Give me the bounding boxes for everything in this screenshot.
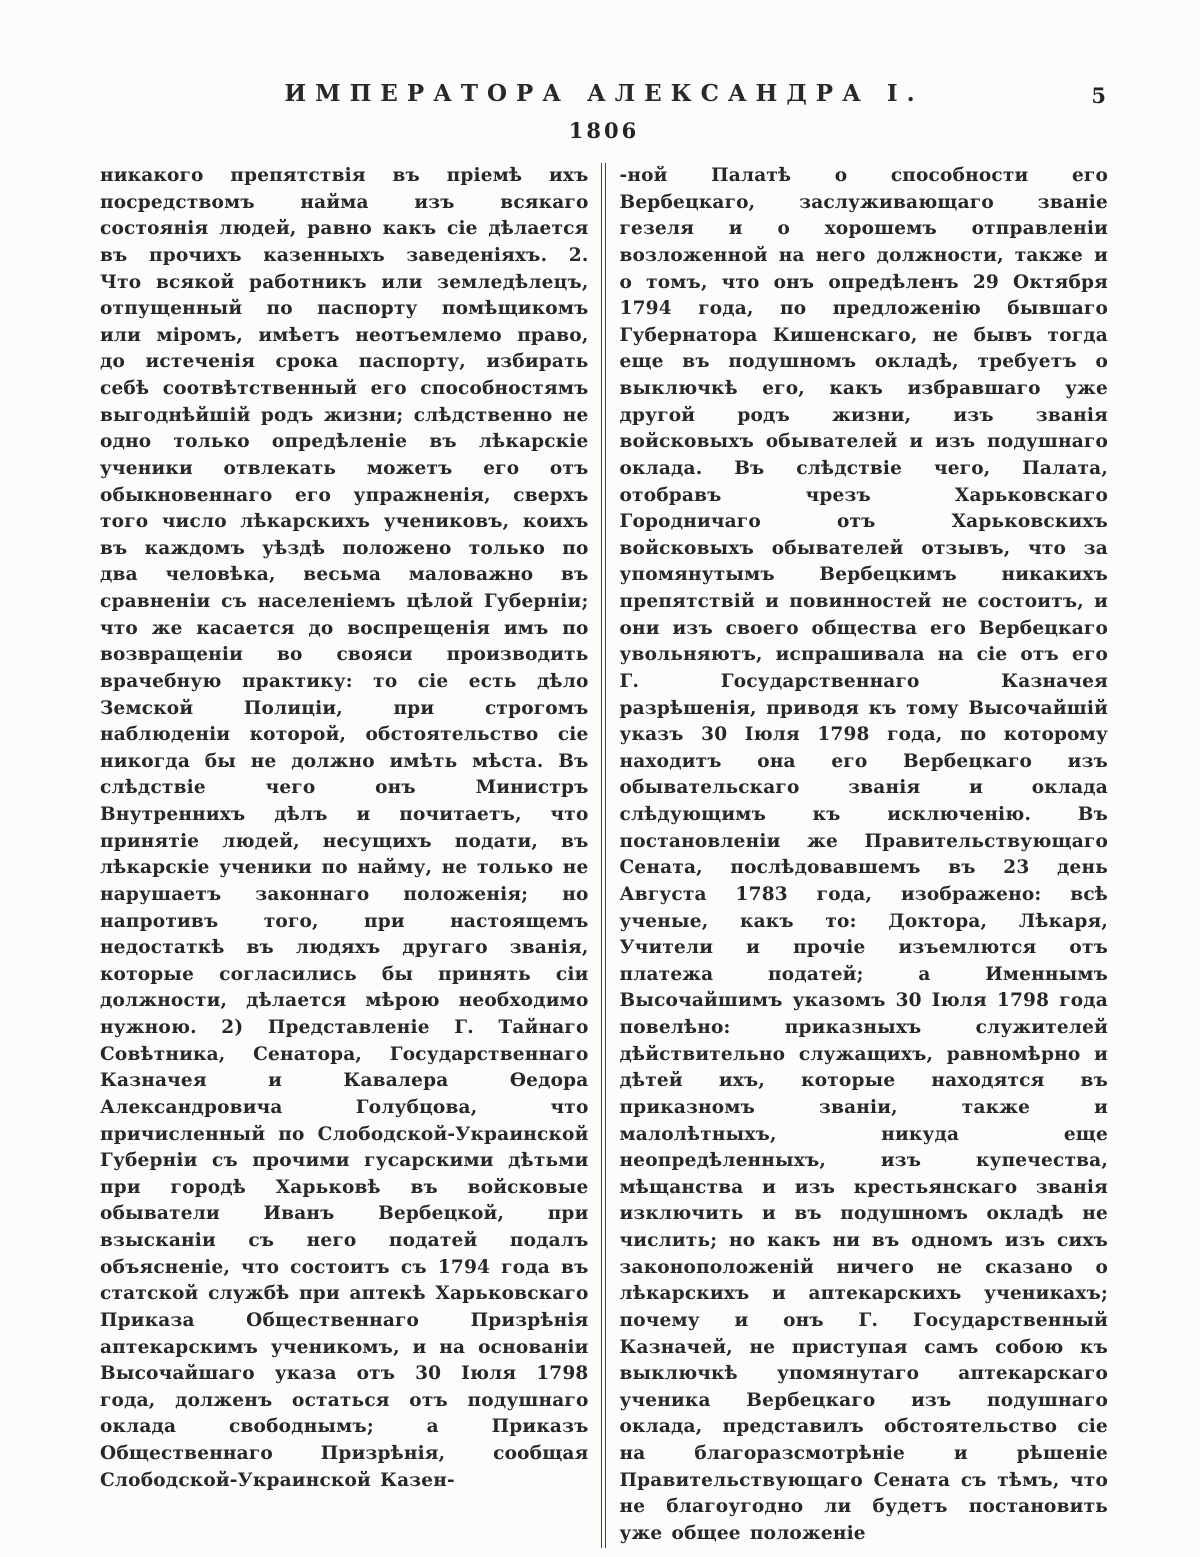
year-heading: 1806 (568, 118, 640, 143)
page-title: ИМПЕРАТОРА АЛЕКСАНДРА I. (284, 80, 924, 107)
left-column-text: никакого препятствія въ пріемѣ ихъ посредствомъ найма изъ всякаго состоянія людей, равно какъ сіе дѣлается въ прочихъ казенныхъ заведеніяхъ. 2. Что всякой работникъ или земледѣлецъ, отпущенный по паспорту помѣщикомъ или міромъ, имѣетъ неотъемлемо право, до истеченія срока паспорту, избирать себѣ соотвѣтственный его способностямъ выгоднѣйшій родъ жизни; слѣдственно не одно только опредѣленіе въ лѣкарскіе ученики отвлекать можетъ его отъ обыкновеннаго его упражненія, сверхъ того число лѣкарскихъ учениковъ, коихъ въ каждомъ уѣздѣ положено только по два человѣка, весьма маловажно въ сравненіи съ населеніемъ цѣлой Губерніи; что же касается до воспрещенія имъ по возвращеніи во свояси производить врачебную практику: то сіе есть дѣло Земской Полиціи, при строгомъ наблюденіи которой, обстоятельство сіе никогда бы не должно имѣть мѣста. Въ слѣдствіе чего онъ Министръ Внутреннихъ дѣлъ и почитаетъ, что принятіе людей, несущихъ подати, въ лѣкарскіе ученики по найму, не только не нарушаетъ законнаго положенія; но напротивъ того, при настоящемъ недостаткѣ въ людяхъ другаго званія, которые согласились бы принять сіи должности, дѣлается мѣрою необходимо нужною. 2) Представленіе Г. Тайнаго Совѣтника, Сенатора, Государственнаго Казначея и Кавалера Ѳедора Александровича Голубцова, что причисленный по Слободской-Украинской Губерніи съ прочими гусарскими дѣтьми при городѣ Харьковѣ въ войсковые обыватели Иванъ Вербецкой, при взысканіи съ него податей подалъ объясненіе, что состоитъ съ 1794 года въ статской службѣ при аптекѣ Харьковскаго Приказа Общественнаго Призрѣнія аптекарскимъ ученикомъ, и на основаніи Высочайшаго указа отъ 30 Іюля 1798 года, долженъ остаться отъ подушнаго оклада свободнымъ; а Приказъ Общественнаго Призрѣнія, сообщая Слободской-Украинской Казен- (100, 165, 589, 1491)
column-divider-rule (601, 163, 606, 1548)
right-column-text: -ной Палатѣ о способности его Вербецкаго, заслуживающаго званіе гезеля и о хорошемъ отправленіи возложенной на него должности, также и о томъ, что онъ опредѣленъ 29 Октября 1794 года, по предложенію бывшаго Губернатора Кишенскаго, не бывъ тогда еще въ подушномъ окладѣ, требуетъ о выключкѣ его, какъ избравшаго уже другой родъ жизни, изъ званія войсковыхъ обывателей и изъ подушнаго оклада. Въ слѣдствіе чего, Палата, отобравъ чрезъ Харьковскаго Городничаго отъ Харьковскихъ войсковыхъ обывателей отзывъ, что за упомянутымъ Вербецкимъ никакихъ препятствій и повинностей не состоитъ, и они изъ своего общества его Вербецкаго увольняютъ, испрашивала на сіе отъ его Г. Государственнаго Казначея разрѣшенія, приводя къ тому Высочайшій указъ 30 Іюля 1798 года, по которому находитъ она его Вербецкаго изъ обывательскаго званія и оклада слѣдующимъ къ исключенію. Въ постановленіи же Правительствующаго Сената, послѣдовавшемъ въ 23 день Августа 1783 года, изображено: всѣ ученые, какъ то: Доктора, Лѣкаря, Учители и прочіе изъемлются отъ платежа податей; а Именнымъ Высочайшимъ указомъ 30 Іюля 1798 года повелѣно: приказныхъ служителей дѣйствительно служащихъ, равномѣрно и дѣтей ихъ, которые находятся въ приказномъ званіи, также и малолѣтныхъ, никуда еще неопредѣленныхъ, изъ купечества, мѣщанства и изъ крестьянскаго званія изключить и въ подушномъ окладѣ не числить; но какъ ни въ одномъ изъ сихъ законоположеній ничего не сказано о лѣкарскихъ и аптекарскихъ ученикахъ; почему и онъ Г. Государственный Казначей, не приступая самъ собою къ выключкѣ упомянутаго аптекарскаго ученика Вербецкаго изъ подушнаго оклада, представилъ обстоятельство сіе на благоразсмотрѣніе и рѣшеніе Правительствующаго Сената съ тѣмъ, что не благоугодно ли будетъ постановить уже общее положеніе (619, 165, 1108, 1544)
page-header (100, 80, 1108, 114)
text-columns (100, 163, 1108, 1548)
page-number: 5 (1091, 83, 1106, 108)
